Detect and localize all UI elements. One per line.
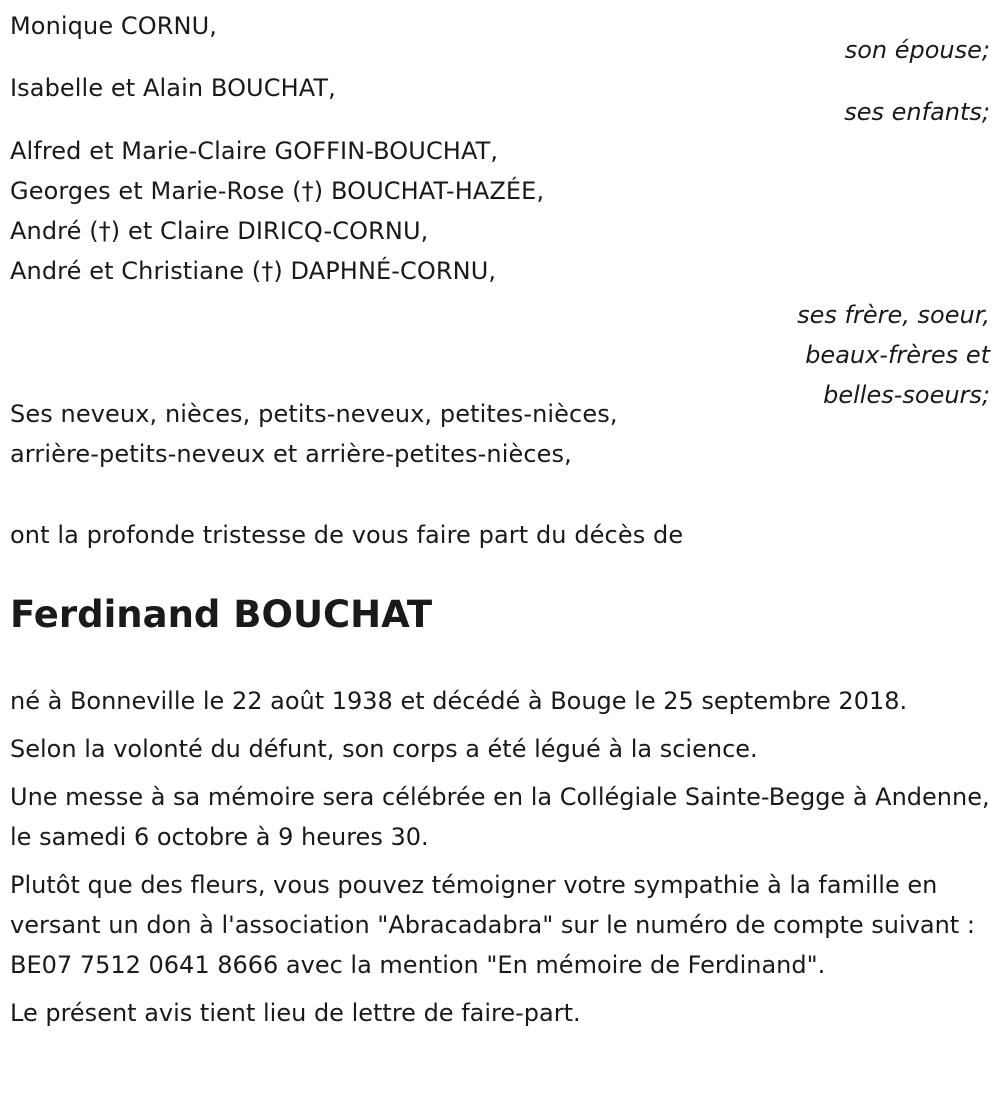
notice-paragraph: Le présent avis tient lieu de lettre de faire-part. [10,999,581,1027]
children-role: ses enfants; [844,98,990,126]
deceased-name: Ferdinand BOUCHAT [10,593,433,636]
sibling-line: Alfred et Marie-Claire GOFFIN-BOUCHAT, [10,137,499,165]
siblings-role-line: beaux-frères et [805,341,990,369]
siblings-group [10,131,990,415]
mass-paragraph: Une messe à sa mémoire sera célébrée en la Collégiale Sainte-Begge à Andenne, le samedi 6 octobre à 9 heures 30. [10,783,990,851]
siblings-role-line: belles-soeurs; [823,381,990,409]
spouse-name: Monique CORNU, [10,12,217,40]
donation-paragraph: Plutôt que des fleurs, vous pouvez témoigner votre sympathie à la famille en versant un don à l'association "Abracadabra" sur le numéro de compte suivant : BE07 7512 0641 8666 avec la mention "En mémoire de Ferdinand". [10,871,975,979]
relatives-line: arrière-petits-neveux et arrière-petites-nièces, [10,440,572,468]
birth-death-paragraph: né à Bonneville le 22 août 1938 et décédé à Bouge le 25 septembre 2018. [10,687,908,715]
spouse-role: son épouse; [844,36,990,64]
children-name: Isabelle et Alain BOUCHAT, [10,74,336,102]
details-section [10,681,990,1041]
children-group [10,68,990,132]
sibling-line: Georges et Marie-Rose (†) BOUCHAT-HAZÉE, [10,177,545,205]
body-donation-paragraph: Selon la volonté du défunt, son corps a été légué à la science. [10,735,758,763]
announcement-text: ont la profonde tristesse de vous faire part du décès de [10,521,684,549]
announcement [10,515,990,555]
relatives-group [10,394,990,474]
relatives-line: Ses neveux, nièces, petits-neveux, petites-nièces, [10,400,618,428]
sibling-line: André et Christiane (†) DAPHNÉ-CORNU, [10,257,497,285]
siblings-role-line: ses frère, soeur, [797,301,990,329]
spouse-group [10,6,990,70]
sibling-line: André (†) et Claire DIRICQ-CORNU, [10,217,429,245]
